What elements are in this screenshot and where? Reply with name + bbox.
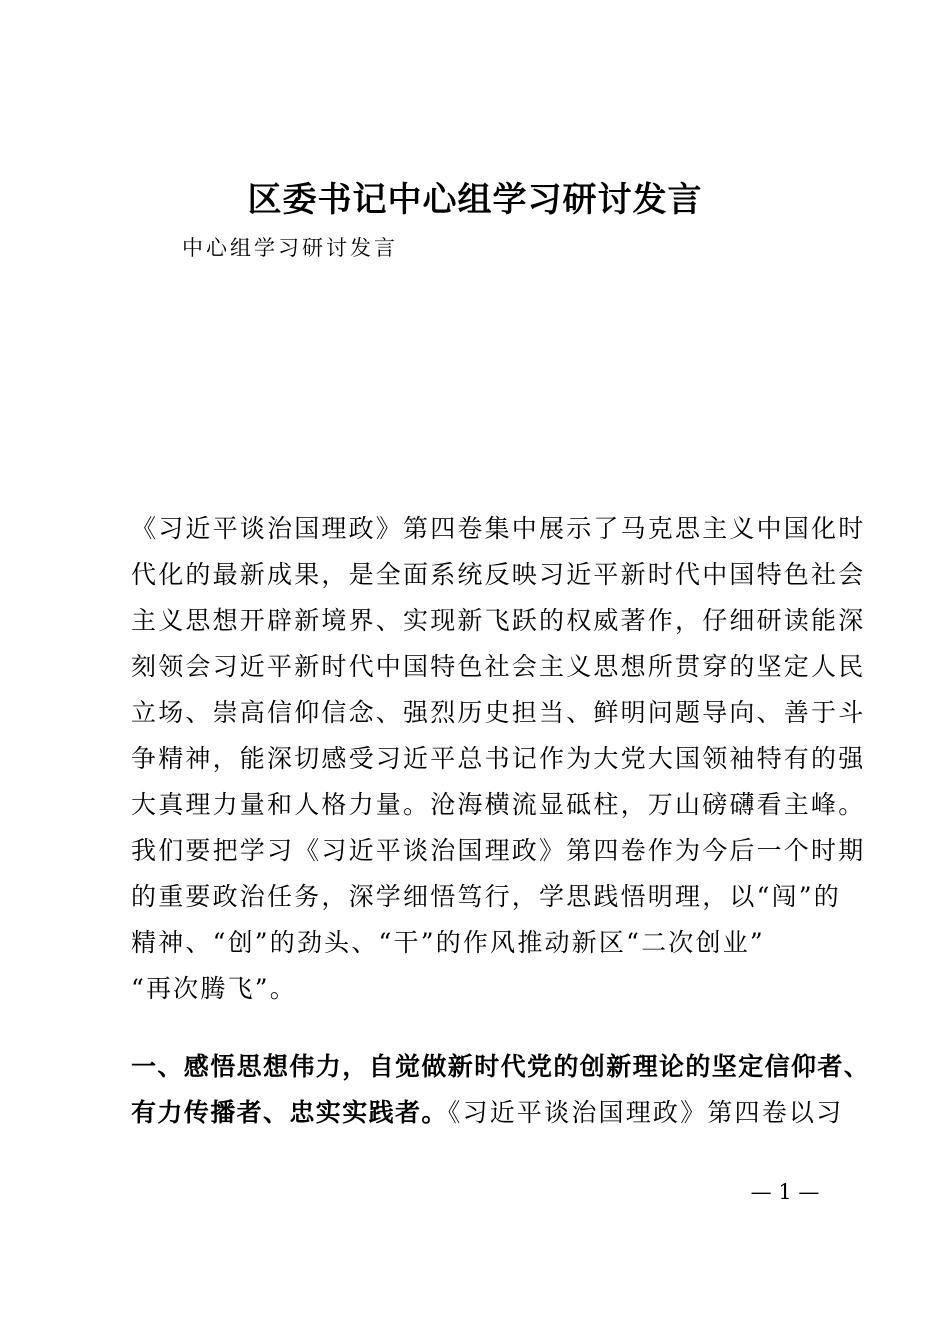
intro-line: 的重要政治任务，深学细悟笃行，学思践悟明理，以“闯”的 xyxy=(131,882,841,911)
document-title: 区委书记中心组学习研讨发言 xyxy=(247,180,703,220)
section-one-paragraph xyxy=(131,1044,871,1136)
intro-line: 代化的最新成果，是全面系统反映习近平新时代中国特色社会 xyxy=(131,560,866,589)
intro-line: 主义思想开辟新境界、实现新飞跃的权威著作，仔细研读能深 xyxy=(131,606,866,635)
intro-line: 我们要把学习《习近平谈治国理政》第四卷作为今后一个时期 xyxy=(131,836,866,865)
intro-line: 争精神，能深切感受习近平总书记作为大党大国领袖特有的强 xyxy=(131,744,866,773)
intro-paragraph xyxy=(131,506,866,1012)
section-one-line xyxy=(131,1090,844,1136)
section-one-body-text: 《习近平谈治国理政》第四卷以习 xyxy=(447,1098,844,1127)
section-one-heading-end: 有力传播者、忠实实践者。 xyxy=(131,1098,448,1127)
intro-line: “再次腾飞”。 xyxy=(131,974,297,1003)
intro-line: 精神、“创”的劲头、“干”的作风推动新区“二次创业” xyxy=(131,928,765,957)
document-subtitle: 中心组学习研讨发言 xyxy=(182,236,398,260)
intro-line: 大真理力量和人格力量。沧海横流显砥柱，万山磅礴看主峰。 xyxy=(131,790,866,819)
intro-line: 《习近平谈治国理政》第四卷集中展示了马克思主义中国化时 xyxy=(131,514,866,543)
intro-line: 立场、崇高信仰信念、强烈历史担当、鲜明问题导向、善于斗 xyxy=(131,698,866,727)
page-number: — 1 — xyxy=(750,1180,820,1204)
intro-line: 刻领会习近平新时代中国特色社会主义思想所贯穿的坚定人民 xyxy=(131,652,866,681)
section-one-heading: 一、感悟思想伟力，自觉做新时代党的创新理论的坚定信仰者、 xyxy=(131,1052,871,1081)
